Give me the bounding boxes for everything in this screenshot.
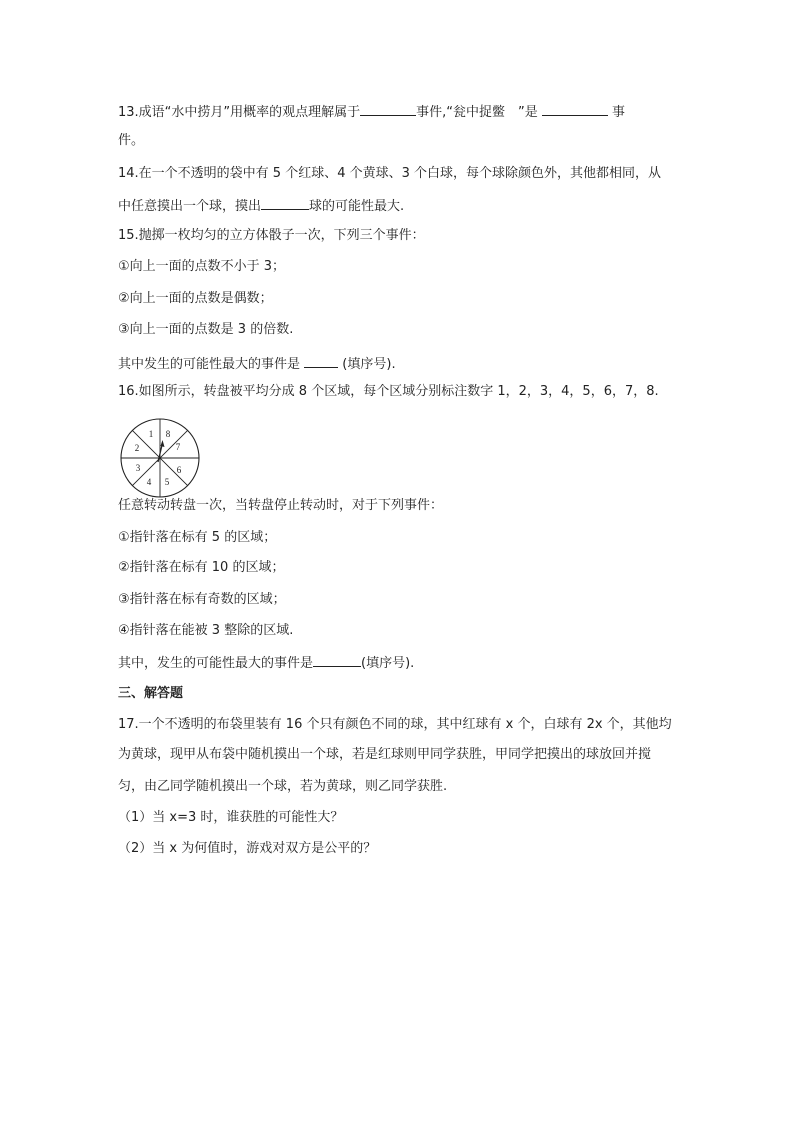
q16-question [118, 652, 414, 673]
q14-text-b: 球的可能性最大. [309, 199, 405, 214]
q17-line-1: 17.一个不透明的布袋里装有 16 个只有颜色不同的球，其中红球有 x 个，白球有 2x 个，其他均 [118, 717, 672, 732]
q13-line-2: 件。 [118, 133, 145, 148]
q13-text-c: 事 [612, 105, 626, 120]
q15-text-a: 其中发生的可能性最大的事件是 [118, 357, 301, 372]
q15-option-3: ③向上一面的点数是 3 的倍数. [118, 322, 294, 337]
spinner-label: 2 [134, 443, 140, 453]
q14-line-2 [118, 195, 404, 216]
q13-text-b: 事件,“瓮中捉鳖 ”是 [416, 105, 538, 120]
spinner-label: 7 [175, 442, 181, 452]
spinner-label: 5 [164, 477, 170, 487]
q16-stem: 16.如图所示，转盘被平均分成 8 个区域，每个区域分别标注数字 1，2，3，4，5，6，7，8. [118, 384, 659, 399]
q16-text-b: (填序号). [361, 656, 415, 671]
q14-text-a: 中任意摸出一个球，摸出 [118, 199, 262, 214]
q13-answer-blank-2[interactable] [542, 101, 608, 116]
q16-text-a: 其中，发生的可能性最大的事件是 [118, 656, 314, 671]
q14-line-1: 14.在一个不透明的袋中有 5 个红球、4 个黄球、3 个白球，每个球除颜色外，其他都相同，从 [118, 166, 662, 181]
q16-intro: 任意转动转盘一次，当转盘停止转动时，对于下列事件： [118, 498, 444, 513]
q16-answer-blank[interactable] [313, 652, 361, 667]
spinner-label: 8 [165, 429, 171, 439]
spinner-label: 3 [135, 463, 141, 473]
spinner-label: 6 [176, 465, 182, 475]
spinner-label: 4 [146, 477, 152, 487]
section-heading: 三、解答题 [118, 686, 184, 701]
q16-option-4: ④指针落在能被 3 整除的区域. [118, 623, 294, 638]
q16-option-1: ①指针落在标有 5 的区域； [118, 530, 277, 545]
q17-line-2: 为黄球，现甲从布袋中随机摸出一个球，若是红球则甲同学获胜，甲同学把摸出的球放回并搅 [118, 747, 652, 762]
q15-option-2: ②向上一面的点数是偶数； [118, 291, 273, 306]
spinner-diagram [118, 416, 202, 500]
q16-option-3: ③指针落在标有奇数的区域； [118, 592, 286, 607]
q13-text-a: 13.成语“水中捞月”用概率的观点理解属于 [118, 105, 361, 120]
q17-subquestion-1: （1）当 x=3 时，谁获胜的可能性大？ [118, 810, 344, 825]
q15-question [118, 353, 396, 374]
q15-text-b: (填序号). [342, 357, 396, 372]
q15-answer-blank[interactable] [304, 353, 338, 368]
q15-option-1: ①向上一面的点数不小于 3； [118, 259, 286, 274]
q17-line-3: 匀，由乙同学随机摸出一个球，若为黄球，则乙同学获胜. [118, 779, 448, 794]
q17-subquestion-2: （2）当 x 为何值时，游戏对双方是公平的？ [118, 841, 377, 856]
spinner-label: 1 [148, 429, 154, 439]
q13-line-1 [118, 101, 625, 122]
q16-option-2: ②指针落在标有 10 的区域； [118, 560, 285, 575]
q13-answer-blank-1[interactable] [360, 101, 416, 116]
q15-stem: 15.抛掷一枚均匀的立方体骰子一次，下列三个事件： [118, 228, 425, 243]
q14-answer-blank[interactable] [261, 195, 309, 210]
